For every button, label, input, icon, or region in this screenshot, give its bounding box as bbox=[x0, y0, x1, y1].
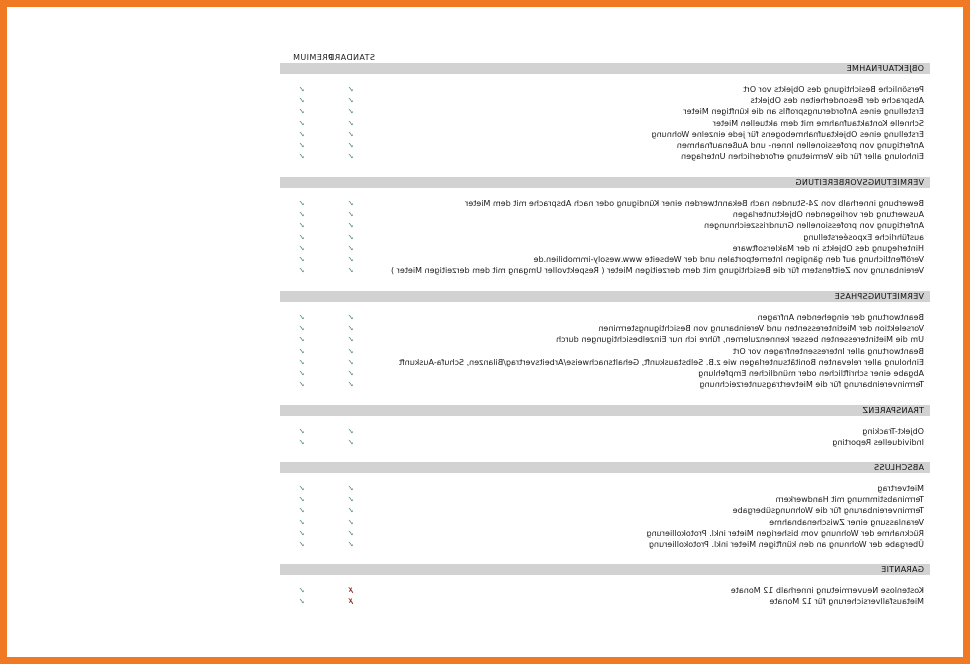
feature-label: Terminabstimmung mit Handwerkern bbox=[775, 495, 924, 505]
section-rows bbox=[280, 426, 930, 448]
standard-check-icon: ✓ bbox=[347, 152, 354, 162]
premium-check-icon: ✓ bbox=[298, 232, 305, 242]
feature-row bbox=[280, 198, 930, 209]
standard-check-icon: ✓ bbox=[347, 517, 354, 527]
standard-check-icon: ✓ bbox=[347, 495, 354, 505]
feature-label: Vereinbarung von Zeitfenstern für die Besichtigung mit dem derzeitigen Mieter ( Respektvoller Umgang mit dem derzeitigen Mieter ) bbox=[390, 266, 924, 276]
standard-check-icon: ✓ bbox=[347, 199, 354, 208]
section-title: VERMIETUNGSPHASE bbox=[280, 291, 930, 302]
feature-row bbox=[280, 539, 930, 550]
feature-label: Mietvertrag bbox=[877, 484, 924, 493]
premium-check-icon: ✓ bbox=[298, 221, 305, 231]
premium-check-icon: ✓ bbox=[298, 199, 305, 208]
section-title: GARANTIE bbox=[280, 564, 930, 575]
column-header-premium: PREMIUM bbox=[292, 53, 333, 62]
standard-check-icon: ✓ bbox=[347, 107, 354, 117]
feature-label: Veranlassung einer Zwischenabnahme bbox=[769, 517, 924, 527]
section-title: OBJEKTAUFNAHME bbox=[280, 63, 930, 74]
feature-row bbox=[280, 140, 930, 151]
feature-label: Terminvereinbarung für die Wohnungsübergabe bbox=[732, 506, 924, 516]
feature-label: ausführliche Exposéerstellung bbox=[803, 232, 924, 242]
premium-check-icon: ✓ bbox=[298, 140, 305, 150]
feature-row bbox=[280, 517, 930, 528]
feature-label: Individuelles Reporting bbox=[832, 438, 924, 448]
feature-label: Objekt-Tracking bbox=[862, 427, 924, 436]
standard-check-icon: ✓ bbox=[347, 118, 354, 128]
standard-check-icon: ✓ bbox=[347, 335, 354, 345]
feature-row bbox=[280, 528, 930, 539]
premium-check-icon: ✓ bbox=[298, 506, 305, 516]
feature-row bbox=[280, 323, 930, 334]
standard-check-icon: ✓ bbox=[347, 96, 354, 106]
feature-label: Auswertung der vorliegenden Objektunterlagen bbox=[732, 210, 924, 220]
feature-row bbox=[280, 254, 930, 265]
feature-label: Hinterlegung des Objekts in der Maklersoftware bbox=[732, 243, 924, 253]
premium-check-icon: ✓ bbox=[298, 85, 305, 94]
standard-check-icon: ✓ bbox=[347, 140, 354, 150]
premium-check-icon: ✓ bbox=[298, 427, 305, 436]
premium-check-icon: ✓ bbox=[298, 313, 305, 322]
feature-label: Erstellung eines Objektaufnahmebogens für jede einzelne Wohnung bbox=[651, 129, 924, 139]
standard-check-icon: ✓ bbox=[347, 427, 354, 436]
premium-check-icon: ✓ bbox=[298, 107, 305, 117]
premium-check-icon: ✓ bbox=[298, 324, 305, 334]
feature-row bbox=[280, 505, 930, 516]
feature-label: Einholung aller für die Vermietung erforderlichen Unterlagen bbox=[681, 152, 924, 162]
feature-label: Schnelle Kontaktaufnahme mit dem aktuellen Mieter bbox=[712, 118, 924, 128]
premium-check-icon: ✓ bbox=[298, 484, 305, 493]
standard-check-icon: ✓ bbox=[347, 324, 354, 334]
standard-check-icon: ✓ bbox=[347, 85, 354, 94]
feature-label: Bewerbung innerhalb von 24-Stunden nach Bekanntwerden einer Kündigung oder nach Absprache mit dem Mieter bbox=[465, 199, 924, 208]
section-vermietungsvorbereitung bbox=[280, 177, 930, 276]
premium-check-icon: ✓ bbox=[298, 96, 305, 106]
feature-label: Beantwortung aller Interessentenfragen vor Ort bbox=[732, 346, 924, 356]
section-abschluss bbox=[280, 462, 930, 550]
premium-check-icon: ✓ bbox=[298, 380, 305, 390]
feature-label: Übergabe der Wohnung an den künftigen Mieter inkl. Protokollierung bbox=[648, 539, 924, 549]
feature-row bbox=[280, 483, 930, 494]
standard-check-icon: ✓ bbox=[347, 484, 354, 493]
section-rows bbox=[280, 84, 930, 162]
standard-check-icon: ✓ bbox=[347, 266, 354, 276]
feature-label: Um die Mietinteressenten besser kennenzulernen, führe ich nur Einzelbesichtigungen durch bbox=[556, 335, 924, 345]
feature-label: Persönliche Besichtigung des Objekts vor Ort bbox=[743, 85, 924, 94]
standard-check-icon: ✓ bbox=[347, 357, 354, 367]
section-objektaufnahme bbox=[280, 63, 930, 162]
feature-label: Kostenlose Neuvermietung innerhalb 12 Monate bbox=[730, 586, 924, 595]
feature-row bbox=[280, 357, 930, 368]
section-transparenz bbox=[280, 405, 930, 448]
standard-check-icon: ✓ bbox=[347, 528, 354, 538]
feature-label: Vorselektion der Mietinteressenten und Vereinbarung von Besichtigungsterminen bbox=[598, 324, 924, 334]
feature-row bbox=[280, 379, 930, 390]
section-vermietungsphase bbox=[280, 291, 930, 390]
feature-row bbox=[280, 151, 930, 162]
feature-row bbox=[280, 209, 930, 220]
faint-footer-mark bbox=[40, 614, 100, 620]
premium-check-icon: ✓ bbox=[298, 368, 305, 378]
premium-check-icon: ✓ bbox=[298, 210, 305, 220]
feature-row bbox=[280, 334, 930, 345]
feature-row bbox=[280, 346, 930, 357]
premium-check-icon: ✓ bbox=[298, 266, 305, 276]
premium-check-icon: ✓ bbox=[298, 152, 305, 162]
premium-check-icon: ✓ bbox=[298, 254, 305, 264]
premium-check-icon: ✓ bbox=[298, 539, 305, 549]
standard-check-icon: ✓ bbox=[347, 243, 354, 253]
standard-check-icon: ✓ bbox=[347, 539, 354, 549]
feature-label: Erstellung eines Anforderungsprofils an die künftigen Mieter bbox=[683, 107, 924, 117]
premium-check-icon: ✓ bbox=[298, 517, 305, 527]
section-title: VERMIETUNGSVORBEREITUNG bbox=[280, 177, 930, 188]
feature-label: Veröffentlichung auf den gängigen Internetportalen und der Webseite www.wesoly-immobilien.de bbox=[533, 254, 924, 264]
feature-label: Terminvereinbarung für die Mietvertragsunterzeichnung bbox=[699, 380, 924, 390]
feature-row bbox=[280, 312, 930, 323]
standard-check-icon: ✓ bbox=[347, 438, 354, 448]
feature-label: Abgabe einer schriftlichen oder mündlichen Empfehlung bbox=[698, 368, 924, 378]
standard-check-icon: ✓ bbox=[347, 221, 354, 231]
standard-check-icon: ✓ bbox=[347, 129, 354, 139]
standard-check-icon: ✓ bbox=[347, 368, 354, 378]
premium-check-icon: ✓ bbox=[298, 357, 305, 367]
feature-row bbox=[280, 437, 930, 448]
premium-check-icon: ✓ bbox=[298, 129, 305, 139]
premium-check-icon: ✓ bbox=[298, 495, 305, 505]
feature-row bbox=[280, 129, 930, 140]
feature-label: Beantwortung der eingehenden Anfragen bbox=[757, 313, 924, 322]
standard-cross-icon: ✗ bbox=[347, 586, 354, 595]
premium-check-icon: ✓ bbox=[298, 243, 305, 253]
standard-check-icon: ✓ bbox=[347, 506, 354, 516]
standard-check-icon: ✓ bbox=[347, 313, 354, 322]
section-rows bbox=[280, 585, 930, 607]
feature-row bbox=[280, 494, 930, 505]
standard-check-icon: ✓ bbox=[347, 254, 354, 264]
feature-row bbox=[280, 585, 930, 596]
feature-row bbox=[280, 265, 930, 276]
feature-label: Mietausfallversicherung für 12 Monate bbox=[769, 597, 924, 607]
column-header-standard: STANDARD bbox=[327, 53, 375, 62]
premium-check-icon: ✓ bbox=[298, 438, 305, 448]
standard-check-icon: ✓ bbox=[347, 232, 354, 242]
feature-row bbox=[280, 368, 930, 379]
premium-check-icon: ✓ bbox=[298, 597, 305, 607]
feature-label: Anfertigung von professionellen Innen- und Außenaufnahmen bbox=[676, 140, 924, 150]
section-title: TRANSPARENZ bbox=[280, 405, 930, 416]
section-rows bbox=[280, 483, 930, 550]
premium-check-icon: ✓ bbox=[298, 346, 305, 356]
feature-row bbox=[280, 84, 930, 95]
feature-row bbox=[280, 596, 930, 607]
standard-check-icon: ✓ bbox=[347, 210, 354, 220]
section-rows bbox=[280, 198, 930, 276]
feature-row bbox=[280, 243, 930, 254]
standard-check-icon: ✓ bbox=[347, 346, 354, 356]
feature-label: Einholung aller relevanten Bonitätsunterlagen wie z.B. Selbstauskunft, Gehaltsnachweise/Arbeitsvertrag/Bilanzen, Schufa-Auskunft bbox=[398, 357, 924, 367]
feature-row bbox=[280, 106, 930, 117]
feature-row bbox=[280, 118, 930, 129]
premium-check-icon: ✓ bbox=[298, 528, 305, 538]
feature-row bbox=[280, 95, 930, 106]
premium-check-icon: ✓ bbox=[298, 335, 305, 345]
premium-check-icon: ✓ bbox=[298, 118, 305, 128]
premium-check-icon: ✓ bbox=[298, 586, 305, 595]
feature-row bbox=[280, 232, 930, 243]
feature-row bbox=[280, 220, 930, 231]
standard-check-icon: ✓ bbox=[347, 380, 354, 390]
section-title: ABSCHLUSS bbox=[280, 462, 930, 473]
section-garantie bbox=[280, 564, 930, 607]
feature-row bbox=[280, 426, 930, 437]
standard-cross-icon: ✗ bbox=[347, 597, 354, 607]
feature-label: Absprache der Besonderheiten des Objekts bbox=[750, 96, 924, 106]
feature-label: Rücknahme der Wohnung vom bisherigen Mieter inkl. Protokollierung bbox=[646, 528, 924, 538]
feature-label: Anfertigung von professionellen Grundrisszeichnungen bbox=[704, 221, 924, 231]
section-rows bbox=[280, 312, 930, 390]
